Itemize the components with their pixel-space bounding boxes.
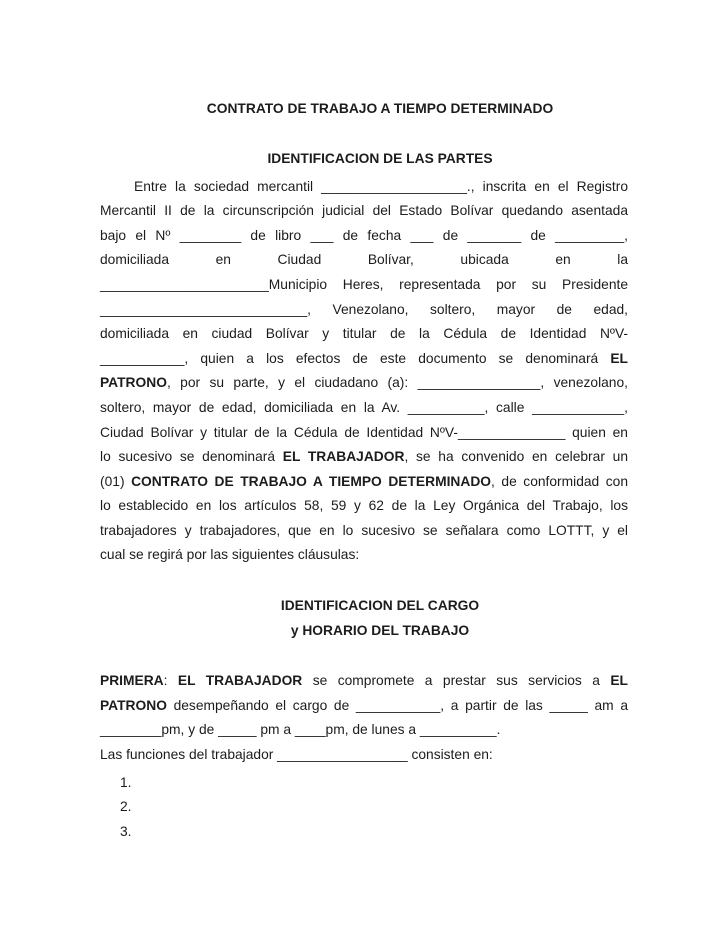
blank-field-presidente: ___________________________, Venezolano, soltero, mayor de edad, [100, 301, 628, 317]
paragraph-line [100, 298, 628, 323]
text-run: , de conformidad con [491, 473, 628, 489]
text-run: Entre la sociedad mercantil ___________________., inscrita en el Registro [134, 178, 628, 194]
text-run-bold-trabajador: EL TRABAJADOR [282, 449, 405, 465]
paragraph-line [100, 743, 628, 768]
text-run: : [163, 673, 178, 689]
heading-identificacion-cargo [100, 594, 628, 643]
paragraph-line [100, 248, 628, 273]
text-run: Mercantil II de la circunscripción judicial del Estado Bolívar quedando asentada [100, 203, 628, 219]
document-body [100, 0, 628, 844]
heading-identificacion-partes: IDENTIFICACION DE LAS PARTES [267, 150, 493, 166]
paragraph-line [100, 543, 628, 568]
text-run-bold: EL [610, 350, 628, 366]
functions-list [100, 771, 628, 845]
paragraph-line [100, 445, 628, 470]
document-title: CONTRATO DE TRABAJO A TIEMPO DETERMINADO [206, 101, 554, 116]
text-run: trabajadores y trabajadores, que en lo sucesivo se señalara como LOTTT, y el [100, 522, 628, 538]
paragraph-line [100, 175, 628, 200]
text-run: cual se regirá por las siguientes cláusulas: [100, 547, 360, 563]
heading-cargo-line1: IDENTIFICACION DEL CARGO [280, 598, 480, 614]
text-run: , por su parte, y el ciudadano (a): ________________, venezolano, [166, 375, 628, 391]
list-item-number: 1. [120, 774, 132, 790]
paragraph-line [100, 224, 628, 249]
text-run-bold-patrono: PATRONO [100, 697, 167, 713]
heading-cargo-line2: y HORARIO DEL TRABAJO [290, 622, 470, 638]
text-run: domiciliada en Ciudad Bolívar, ubicada en la [100, 252, 628, 268]
parties-paragraph [100, 175, 628, 569]
paragraph-line [100, 718, 628, 743]
paragraph-line [100, 470, 628, 495]
paragraph-line [100, 396, 628, 421]
text-run-bold-primera: PRIMERA [100, 673, 164, 689]
list-item [100, 795, 628, 820]
clause-primera-paragraph [100, 669, 628, 767]
paragraph-line [100, 199, 628, 224]
text-run: Ciudad Bolívar y titular de la Cédula de Identidad NºV-______________ quien en [100, 424, 628, 440]
paragraph-line [100, 273, 628, 298]
text-run: domiciliada en ciudad Bolívar y titular de la Cédula de Identidad NºV- [100, 326, 628, 342]
text-run-bold-patrono: PATRONO [100, 375, 167, 391]
text-run-bold-contrato: CONTRATO DE TRABAJO A TIEMPO DETERMINADO [131, 473, 492, 489]
text-run-bold-trabajador: EL TRABAJADOR [177, 673, 303, 689]
text-run: se compromete a prestar sus servicios a [302, 673, 611, 689]
text-run-bold: EL [610, 673, 628, 689]
text-run: lo establecido en los artículos 58, 59 y 62 de la Ley Orgánica del Trabajo, los [100, 498, 628, 514]
text-run: lo sucesivo se denominará [100, 449, 283, 465]
paragraph-line [100, 519, 628, 544]
list-item-number: 2. [120, 799, 132, 815]
list-item-number: 3. [120, 823, 132, 839]
text-run: ___________, quien a los efectos de este documento se denominará [100, 350, 611, 366]
paragraph-line [100, 371, 628, 396]
text-run: , se ha convenido en celebrar un [404, 449, 628, 465]
blank-field-horario: ________pm, y de _____ pm a ____pm, de lunes a __________. [100, 722, 501, 738]
text-run: desempeñando el cargo de ___________, a partir de las _____ am a [166, 697, 628, 713]
text-run: soltero, mayor de edad, domiciliada en la Av. __________, calle ____________, [100, 399, 628, 415]
blank-field-funciones: Las funciones del trabajador _________________ consisten en: [100, 747, 493, 763]
paragraph-line [100, 421, 628, 446]
list-item [100, 820, 628, 845]
paragraph-line [100, 347, 628, 372]
list-item [100, 771, 628, 796]
text-run: bajo el Nº ________ de libro ___ de fecha ___ de _______ de _________, [100, 227, 628, 243]
paragraph-line [100, 494, 628, 519]
blank-field-municipio: ______________________Municipio Heres, representada por su Presidente [100, 276, 628, 292]
paragraph-line [100, 694, 628, 719]
text-run: (01) [100, 473, 132, 489]
paragraph-line [100, 669, 628, 694]
paragraph-line [100, 322, 628, 347]
